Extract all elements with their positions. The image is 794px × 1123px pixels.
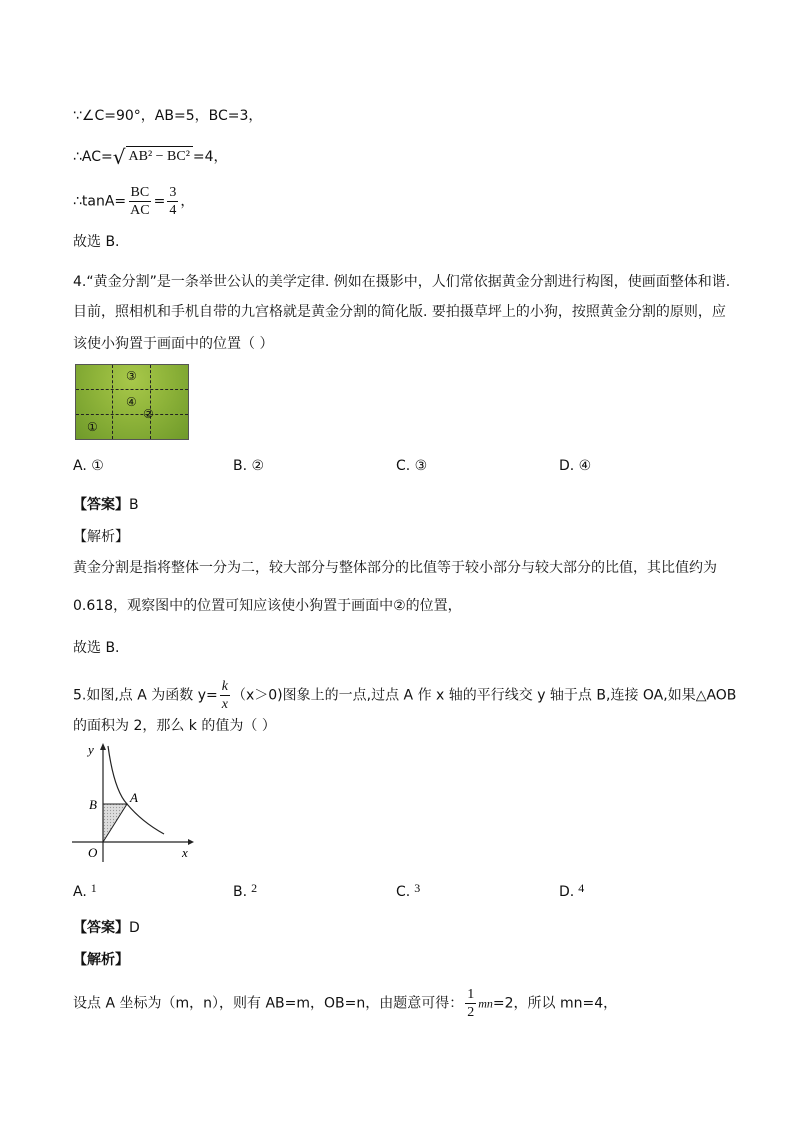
- fraction-denominator: x: [221, 697, 228, 712]
- q5-text-line2: 的面积为 2，那么 k 的值为（ ）: [73, 718, 276, 734]
- lawn-photo-grid: [75, 364, 189, 440]
- option-value: 2: [251, 881, 258, 895]
- q5-text-part1: 5.如图,点 A 为函数 y=: [73, 687, 218, 704]
- sqrt-expression: [113, 146, 193, 168]
- option-letter: C.: [396, 884, 411, 900]
- radical-sign: √: [112, 145, 126, 169]
- point-label-a: A: [130, 790, 138, 805]
- q4-text-line3: 该使小狗置于画面中的位置（ ）: [73, 336, 274, 352]
- axis-label-x: x: [182, 845, 188, 860]
- grid-horizontal-line-2: [76, 414, 188, 415]
- answer-value: D: [129, 920, 140, 936]
- answer-label: 【答案】: [73, 920, 129, 936]
- q5-analysis-part1: 设点 A 坐标为（m，n），则有 AB=m，OB=n，由题意可得：: [73, 995, 464, 1012]
- answer-label: 【答案】: [73, 497, 129, 513]
- sol3-line2-prefix: ∴AC=: [73, 149, 113, 165]
- q5-text-part2: （x＞0)图象上的一点,过点 A 作 x 轴的平行线交 y 轴于点 B,连接 OA,如果△AOB: [231, 687, 737, 704]
- axis-label-y: y: [88, 742, 94, 757]
- fraction-denominator: AC: [130, 203, 150, 218]
- sol3-conclusion: 故选 B.: [73, 234, 120, 250]
- option-value: 4: [578, 881, 585, 895]
- sol3-line3-prefix: ∴tanA=: [73, 193, 127, 210]
- fraction-3-4: [167, 184, 178, 219]
- option-letter: B.: [233, 884, 248, 900]
- option-value: 3: [414, 881, 421, 895]
- q4-text-line2: 目前，照相机和手机自带的九宫格就是黄金分割的简化版. 要拍摄草坪上的小狗，按照黄金分割的原则，应: [73, 304, 726, 320]
- sol3-line3: [73, 184, 194, 219]
- fraction-one-half: [465, 986, 476, 1021]
- grid-vertical-line-2: [150, 365, 151, 439]
- point-label-b: B: [89, 797, 97, 812]
- fraction-denominator: 2: [467, 1005, 475, 1020]
- sol3-line2-suffix: =4，: [192, 149, 228, 165]
- point-label-o: O: [88, 845, 98, 860]
- fraction-numerator: k: [221, 679, 228, 694]
- option-letter: D.: [559, 884, 575, 900]
- fraction-denominator: 4: [169, 203, 177, 218]
- grid-label-1: ①: [87, 420, 98, 434]
- radicand: AB² − BC²: [126, 146, 193, 168]
- q5-option-d: [559, 881, 584, 900]
- q4-text-line1: 4.“黄金分割”是一条举世公认的美学定律. 例如在摄影中，人们常依据黄金分割进行构图，使画面整体和谐.: [73, 274, 731, 290]
- q4-conclusion: 故选 B.: [73, 640, 120, 656]
- fraction-numerator: BC: [130, 185, 150, 200]
- q5-analysis-label: 【解析】: [73, 952, 129, 968]
- grid-label-2: ②: [143, 407, 154, 421]
- x-axis-arrow: [188, 839, 194, 845]
- y-axis-arrow: [100, 743, 106, 750]
- hyperbola-graph: [70, 740, 200, 865]
- fraction-k-over-x: [220, 678, 230, 713]
- option-value: 1: [90, 881, 97, 895]
- q4-option-d: D. ④: [559, 458, 592, 474]
- answer-value: B: [129, 497, 139, 513]
- q4-analysis-line2: 0.618，观察图中的位置可知应该使小狗置于画面中②的位置，: [73, 598, 462, 614]
- q4-option-c: C. ③: [396, 458, 428, 474]
- equals-sign: =: [153, 193, 166, 210]
- q4-analysis-line1: 黄金分割是指将整体一分为二，较大部分与整体部分的比值等于较小部分与较大部分的比值，其比值约为: [73, 560, 717, 576]
- q4-option-a: A. ①: [73, 458, 104, 474]
- q5-option-a: [73, 881, 97, 900]
- fraction-numerator: 3: [169, 185, 177, 200]
- grid-label-4: ④: [126, 395, 137, 409]
- q5-text-line1: [73, 678, 736, 713]
- q4-option-b: B. ②: [233, 458, 265, 474]
- q4-analysis-label: 【解析】: [73, 529, 129, 545]
- sol3-line3-suffix: ，: [180, 193, 195, 210]
- q5-analysis-expr: mn: [478, 996, 493, 1011]
- grid-label-3: ③: [126, 369, 137, 383]
- grid-vertical-line-1: [112, 365, 113, 439]
- q5-option-b: [233, 881, 257, 900]
- triangle-aob: [103, 804, 127, 842]
- sol3-line2: [73, 146, 228, 168]
- grid-horizontal-line-1: [76, 389, 188, 390]
- sol3-line1: ∵∠C=90°，AB=5，BC=3，: [73, 108, 263, 124]
- q5-option-c: [396, 881, 420, 900]
- fraction-bc-ac: [128, 184, 151, 219]
- q4-answer: [73, 495, 139, 515]
- q5-answer: [73, 918, 140, 938]
- q5-analysis-part2: =2，所以 mn=4，: [492, 995, 618, 1012]
- q5-analysis-line: [73, 986, 617, 1021]
- option-letter: A.: [73, 884, 87, 900]
- fraction-numerator: 1: [467, 987, 475, 1002]
